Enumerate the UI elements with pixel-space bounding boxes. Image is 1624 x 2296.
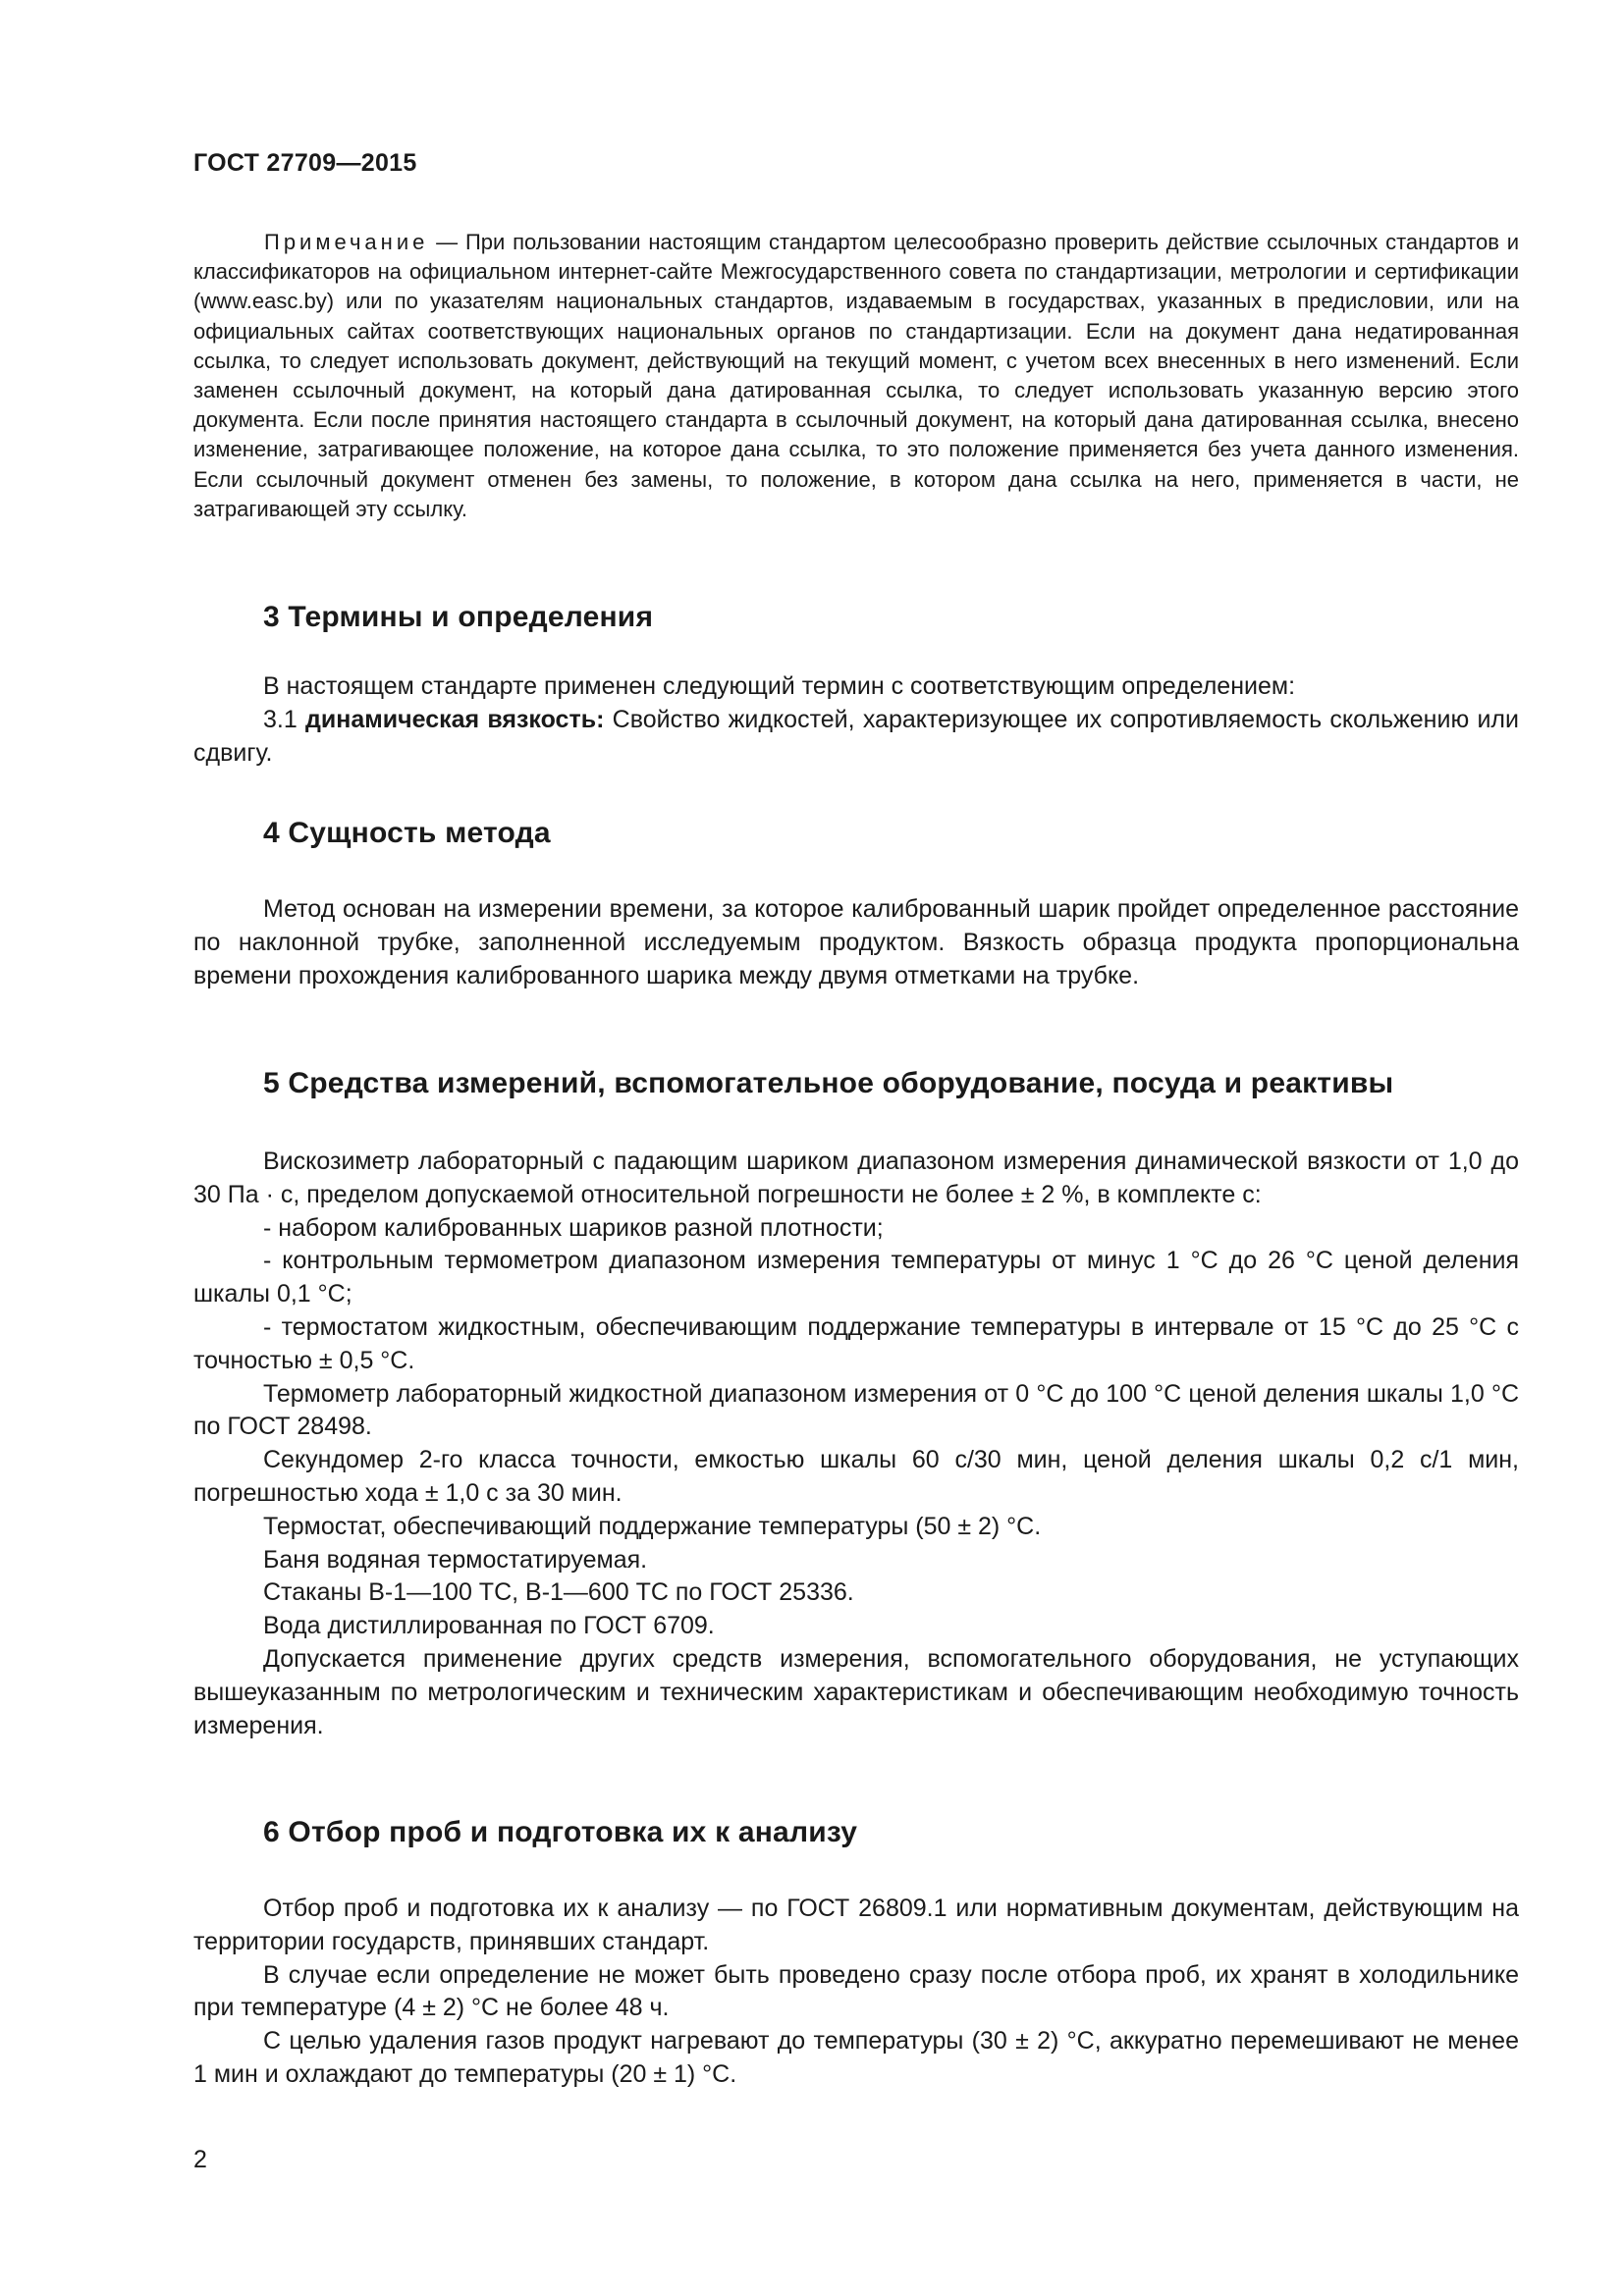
paragraph: Секундомер 2-го класса точности, емкостью шкалы 60 с/30 мин, ценой деления шкалы 0,2 с/1 мин, погрешностью хода ± 1,0 с за 30 мин.: [193, 1446, 1519, 1507]
list-item: - термостатом жидкостным, обеспечивающим поддержание температуры в интервале от 15 °С до 25 °С с точностью ± 0,5 °С.: [193, 1312, 1519, 1374]
paragraph: Допускается применение других средств измерения, вспомогательного оборудования, не уступающих вышеуказанным по метрологическим и техническим характеристикам и обеспечивающим необходимую точность измерения.: [193, 1644, 1519, 1739]
note-block: [193, 228, 1519, 524]
section-body: [193, 1893, 1519, 2092]
definition-text: Свойство жидкостей, характеризующее их сопротивляемость скольжению или сдвигу.: [193, 705, 1519, 767]
section-sampling: [193, 1816, 1519, 2092]
section-title: 6 Отбор проб и подготовка их к анализу: [263, 1816, 858, 1848]
section-terms: [193, 601, 1519, 770]
paragraph: Вода дистиллированная по ГОСТ 6709.: [263, 1612, 715, 1640]
section-method: [193, 817, 1519, 992]
definition-paragraph: [193, 704, 1519, 771]
definition-number: 3.1: [263, 705, 306, 733]
note-label: Примечание: [264, 230, 429, 254]
section-body: [193, 1146, 1519, 1742]
list-item: - набором калиброванных шариков разной плотности;: [263, 1213, 884, 1242]
section-body: [193, 670, 1519, 770]
note-text: — При пользовании настоящим стандартом целесообразно проверить действие ссылочных стандартов и классификаторов на официальном интернет-сайте Межгосударственного совета по стандартизации, метрологии и сертификации (www.easc.by) или по указателям национальных стандартов, издаваемым в государствах, указанных в предисловии, или на официальных сайтах соответствующих национальных органов по стандартизации. Если на документ дана недатированная ссылка, то следует использовать документ, действующий на текущий момент, с учетом всех внесенных в него изменений. Если заменен ссылочный документ, на который дана датированная ссылка, то следует использовать указанную версию этого документа. Если после принятия настоящего стандарта в ссылочный документ, на который дана датированная ссылка, внесено изменение, затрагивающее положение, на которое дана ссылка, то это положение применяется без учета данного изменения. Если ссылочный документ отменен без замены, то положение, в котором дана ссылка на него, применяется в части, не затрагивающей эту ссылку.: [193, 230, 1519, 521]
paragraph: Термометр лабораторный жидкостной диапазоном измерения от 0 °С до 100 °С ценой деления шкалы 1,0 °С по ГОСТ 28498.: [193, 1379, 1519, 1441]
list-item: - контрольным термометром диапазоном измерения температуры от минус 1 °С до 26 °С ценой деления шкалы 0,1 °С;: [193, 1247, 1519, 1308]
page-number: 2: [193, 2146, 207, 2173]
paragraph: Термостат, обеспечивающий поддержание температуры (50 ± 2) °С.: [263, 1512, 1042, 1540]
paragraph: Вискозиметр лабораторный с падающим шариком диапазоном измерения динамической вязкости от 1,0 до 30 Па · с, пределом допускаемой относительной погрешности не более ± 2 %, в комплекте с:: [193, 1148, 1519, 1208]
paragraph: Стаканы В-1—100 ТС, В-1—600 ТС по ГОСТ 25336.: [263, 1578, 854, 1607]
section-equipment: [193, 1067, 1519, 1742]
paragraph: С целью удаления газов продукт нагревают до температуры (30 ± 2) °С, аккуратно перемешивают не менее 1 мин и охлаждают до температуры (20 ± 1) °С.: [193, 2027, 1519, 2088]
paragraph: Баня водяная термостатируемая.: [263, 1545, 648, 1574]
paragraph: Метод основан на измерении времени, за которое калиброванный шарик пройдет определенное расстояние по наклонной трубке, заполненной исследуемым продуктом. Вязкость образца продукта пропорциональна времени прохождения калиброванного шарика между двумя отметками на трубке.: [193, 895, 1519, 989]
section-title: 4 Сущность метода: [263, 817, 551, 849]
paragraph: В случае если определение не может быть проведено сразу после отбора проб, их хранят в холодильнике при температуре (4 ± 2) °С не более 48 ч.: [193, 1960, 1519, 2022]
section-title: 5 Средства измерений, вспомогательное оборудование, посуда и реактивы: [263, 1067, 1394, 1099]
note-paragraph: [193, 228, 1519, 524]
paragraph: В настоящем стандарте применен следующий термин с соответствующим определением:: [263, 672, 1296, 700]
paragraph: Отбор проб и подготовка их к анализу — по ГОСТ 26809.1 или нормативным документам, действующим на территории государств, принявших стандарт.: [193, 1895, 1519, 1955]
document-code: ГОСТ 27709—2015: [193, 149, 417, 177]
section-title: 3 Термины и определения: [263, 601, 654, 633]
definition-term: динамическая вязкость:: [305, 705, 605, 733]
section-body: [193, 893, 1519, 992]
